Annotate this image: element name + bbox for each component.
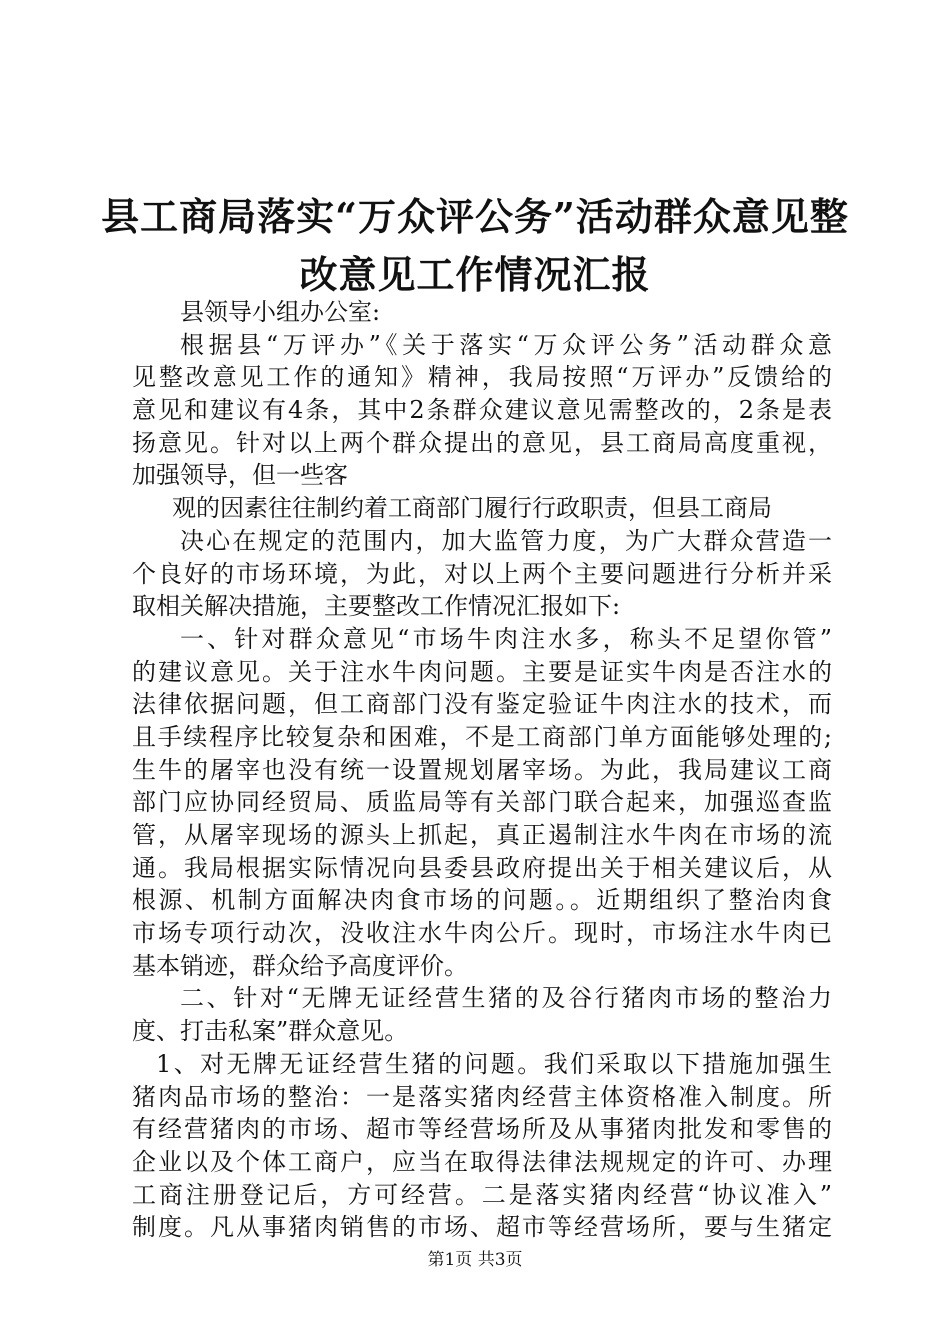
paragraph-line: 根源、机制方面解决肉食市场的问题。。近期组织了整治肉食 [132,886,832,915]
paragraph-line: 观的因素往往制约着工商部门履行行政职责，但县工商局 [172,494,772,523]
paragraph-line: 且手续程序比较复杂和困难，不是工商部门单方面能够处理的; [132,722,832,751]
paragraph-line: 根据县“万评办”《关于落实“万众评公务”活动群众意 [180,330,832,359]
paragraph-line: 法律依据问题，但工商部门没有鉴定验证牛肉注水的技术，而 [132,690,832,719]
paragraph-line: 见整改意见工作的通知》精神，我局按照“万评办”反馈给的 [132,363,832,392]
paragraph-line: 制度。凡从事猪肉销售的市场、超市等经营场所，要与生猪定 [132,1213,832,1242]
document-body [132,296,832,1244]
paragraph-line: 扬意见。针对以上两个群众提出的意见，县工商局高度重视， [132,428,832,457]
paragraph-line: 基本销迹，群众给予高度评价。 [132,951,468,980]
paragraph-line: 猪肉品市场的整治：一是落实猪肉经营主体资格准入制度。所 [132,1082,832,1111]
paragraph-line: 度、打击私案”群众意见。 [132,1017,409,1046]
paragraph-line: 意见和建议有4条，其中2条群众建议意见需整改的，2条是表 [132,396,832,425]
paragraph-line: 决心在规定的范围内，加大监管力度，为广大群众营造一 [180,526,832,555]
paragraph-line: 个良好的市场环境，为此，对以上两个主要问题进行分析并采 [132,559,832,588]
paragraph-line: 市场专项行动次，没收注水牛肉公斤。现时，市场注水牛肉已 [132,919,832,948]
document-title-line-2: 改意见工作情况汇报 [299,252,651,297]
page-number-footer: 第1页 共3页 [427,1250,523,1270]
paragraph-line: 一、针对群众意见“市场牛肉注水多，称头不足望你管” [180,624,832,653]
paragraph-line: 工商注册登记后，方可经营。二是落实猪肉经营“协议准入” [132,1180,832,1209]
document-title-line-1: 县工商局落实“万众评公务”活动群众意见整 [101,194,849,239]
paragraph-line: 企业以及个体工商户，应当在取得法律法规规定的许可、办理 [132,1147,832,1176]
paragraph-line: 1、对无牌无证经营生猪的问题。我们采取以下措施加强生 [156,1049,832,1078]
paragraph-line: 的建议意见。关于注水牛肉问题。主要是证实牛肉是否注水的 [132,657,832,686]
paragraph-line: 取相关解决措施，主要整改工作情况汇报如下: [132,592,621,621]
paragraph-line: 管，从屠宰现场的源头上抓起，真正遏制注水牛肉在市场的流 [132,821,832,849]
paragraph-line: 生牛的屠宰也没有统一设置规划屠宰场。为此，我局建议工商 [132,755,832,784]
paragraph-line: 有经营猪肉的市场、超市等经营场所及从事猪肉批发和零售的 [132,1115,832,1144]
paragraph-line: 部门应协同经贸局、质监局等有关部门联合起来，加强巡查监 [132,788,832,817]
paragraph-line: 二、针对“无牌无证经营生猪的及谷行猪肉市场的整治力 [180,984,832,1013]
paragraph-line: 通。我局根据实际情况向县委县政府提出关于相关建议后，从 [132,853,832,882]
salutation: 县领导小组办公室: [180,298,381,326]
paragraph-line: 加强领导，但一些客 [132,461,348,490]
